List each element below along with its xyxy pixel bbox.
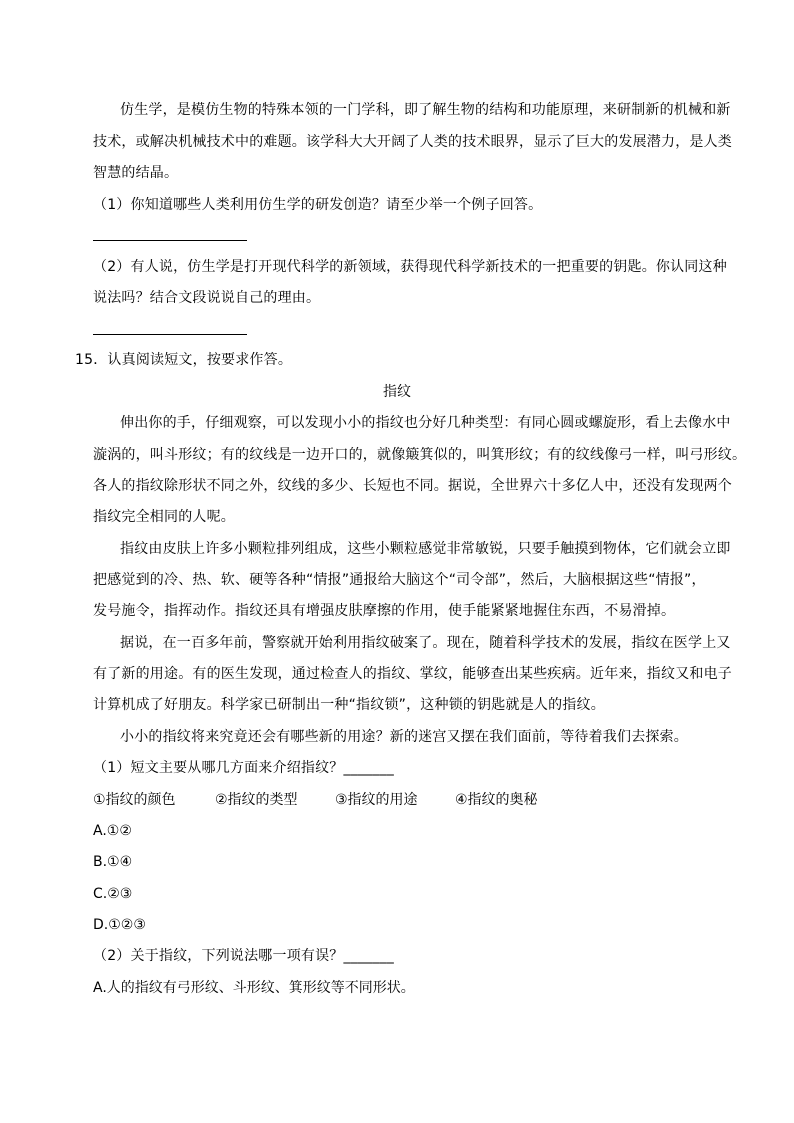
item-2: ②指纹的类型	[215, 792, 298, 808]
sub-question-2: （2）关于指纹，下列说法哪一项有误？_______	[93, 948, 394, 964]
item-4: ④指纹的奥秘	[455, 792, 538, 808]
passage1-line-2: 技术，或解决机械技术中的难题。该学科大大开阔了人类的技术眼界，显示了巨大的发展潜力，是人类	[93, 134, 732, 150]
answer-blank-2	[93, 334, 247, 335]
para1-line-2: 漩涡的，叫斗形纹；有的纹线是一边开口的，就像簸箕似的，叫箕形纹；有的纹线像弓一样，叫弓形纹。	[93, 447, 747, 463]
passage-title: 指纹	[383, 384, 411, 400]
sub2-option-a: A.人的指纹有弓形纹、斗形纹、箕形纹等不同形状。	[93, 980, 415, 996]
question-1: （1）你知道哪些人类利用仿生学的研发创造？请至少举一个例子回答。	[93, 197, 543, 213]
para1-line-1: 伸出你的手，仔细观察，可以发现小小的指纹也分好几种类型：有同心圆或螺旋形，看上去像水中	[120, 415, 731, 431]
question-15-heading: 15．认真阅读短文，按要求作答。	[75, 352, 293, 368]
option-a: A.①②	[93, 823, 132, 839]
question-2-line-1: （2）有人说，仿生学是打开现代科学的新领域，获得现代科学新技术的一把重要的钥匙。你认同这种	[93, 259, 727, 275]
para2-line-3: 发号施令，指挥动作。指纹还具有增强皮肤摩擦的作用，使手能紧紧地握住东西，不易滑掉。	[93, 603, 676, 619]
passage1-line-1: 仿生学，是模仿生物的特殊本领的一门学科，即了解生物的结构和功能原理，来研制新的机械和新	[120, 102, 731, 118]
sub-question-1: （1）短文主要从哪几方面来介绍指纹？_______	[93, 760, 394, 776]
option-b: B.①④	[93, 854, 133, 870]
para3-line-1: 据说，在一百多年前，警察就开始利用指纹破案了。现在，随着科学技术的发展，指纹在医学上又	[120, 635, 731, 651]
item-1: ①指纹的颜色	[93, 792, 176, 808]
answer-blank-1	[93, 240, 247, 241]
para4: 小小的指纹将来究竟还会有哪些新的用途？新的迷宫又摆在我们面前，等待着我们去探索。	[120, 729, 688, 745]
option-c: C.②③	[93, 886, 133, 902]
para2-line-1: 指纹由皮肤上许多小颗粒排列组成，这些小颗粒感觉非常敏锐，只要手触摸到物体，它们就会立即	[120, 541, 731, 557]
para2-line-2: 把感觉到的冷、热、软、硬等各种“情报”通报给大脑这个“司令部”，然后，大脑根据这些“情报”，	[93, 572, 706, 588]
para1-line-3: 各人的指纹除形状不同之外，纹线的多少、长短也不同。据说，全世界六十多亿人中，还没有发现两个	[93, 478, 732, 494]
para3-line-3: 计算机成了好朋友。科学家已研制出一种“指纹锁”，这种锁的钥匙就是人的指纹。	[93, 697, 605, 713]
passage1-line-3: 智慧的结晶。	[93, 165, 179, 181]
para3-line-2: 有了新的用途。有的医生发现，通过检查人的指纹、掌纹，能够查出某些疾病。近年来，指纹又和电子	[93, 666, 732, 682]
item-3: ③指纹的用途	[335, 792, 418, 808]
option-d: D.①②③	[93, 917, 146, 933]
para1-line-4: 指纹完全相同的人呢。	[93, 509, 235, 525]
question-2-line-2: 说法吗？结合文段说说自己的理由。	[93, 290, 321, 306]
